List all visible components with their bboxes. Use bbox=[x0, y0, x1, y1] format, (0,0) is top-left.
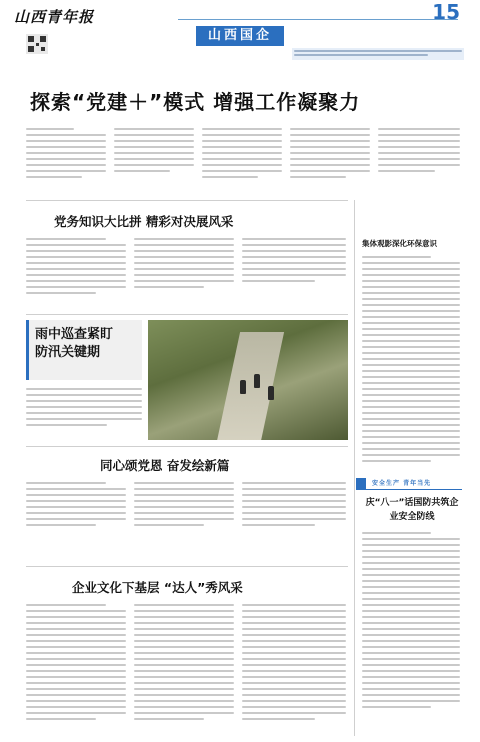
article-1-headline: 党务知识大比拼 精彩对决展风采 bbox=[54, 214, 234, 229]
photo-person-3 bbox=[268, 386, 274, 400]
flood-patrol-photo bbox=[148, 320, 348, 440]
logo-emblem bbox=[26, 34, 48, 54]
divider-article-4 bbox=[26, 566, 348, 567]
divider-main bbox=[26, 200, 348, 201]
page-number: 15 bbox=[432, 0, 460, 24]
article-2-headline: 集体观影深化环保意识 bbox=[362, 239, 437, 248]
issue-meta-bar bbox=[292, 48, 464, 60]
main-headline: 探索“党建＋”模式 增强工作凝聚力 bbox=[30, 90, 361, 114]
divider-article-3 bbox=[26, 446, 348, 447]
main-article-col-2 bbox=[114, 128, 194, 176]
article-1-col-2 bbox=[134, 238, 234, 292]
divider-right-column bbox=[354, 200, 355, 736]
article-5-headline: 企业文化下基层 “达人”秀风采 bbox=[72, 580, 243, 595]
photo-person-2 bbox=[254, 374, 260, 388]
qr-emblem-icon bbox=[26, 34, 48, 54]
newspaper-logo: 山西青年报 bbox=[14, 8, 95, 26]
section-title: 山西国企 bbox=[196, 26, 284, 46]
article-2-body bbox=[362, 256, 460, 466]
main-article-col-1 bbox=[26, 128, 106, 182]
safety-headline: 庆“八一”话国防共筑企业安全防线 bbox=[365, 498, 459, 522]
photo-path bbox=[216, 332, 284, 440]
article-3-body bbox=[26, 388, 142, 430]
article-5-col-1 bbox=[26, 604, 126, 724]
article-5-col-2 bbox=[134, 604, 234, 724]
main-article-col-3 bbox=[202, 128, 282, 182]
article-3-callout bbox=[26, 320, 142, 380]
safety-section-banner bbox=[356, 478, 462, 490]
article-4-headline: 同心颂党恩 奋发绘新篇 bbox=[100, 458, 230, 473]
main-article-col-4 bbox=[290, 128, 370, 182]
article-5-col-3 bbox=[242, 604, 346, 724]
article-4-col-1 bbox=[26, 482, 126, 530]
article-3-headline: 雨中巡查紧盯防汛关键期 bbox=[35, 327, 114, 360]
article-1-col-1 bbox=[26, 238, 126, 298]
section-banner-line bbox=[178, 2, 458, 20]
masthead bbox=[0, 0, 480, 62]
article-4-col-3 bbox=[242, 482, 346, 530]
article-4-col-2 bbox=[134, 482, 234, 530]
safety-article-body bbox=[362, 532, 460, 712]
safety-section-marker bbox=[356, 478, 366, 489]
main-article-col-5 bbox=[378, 128, 460, 176]
divider-article-1 bbox=[26, 314, 348, 315]
photo-person-1 bbox=[240, 380, 246, 394]
safety-section-label: 安全生产 青年当先 bbox=[372, 480, 432, 487]
article-1-col-3 bbox=[242, 238, 346, 286]
